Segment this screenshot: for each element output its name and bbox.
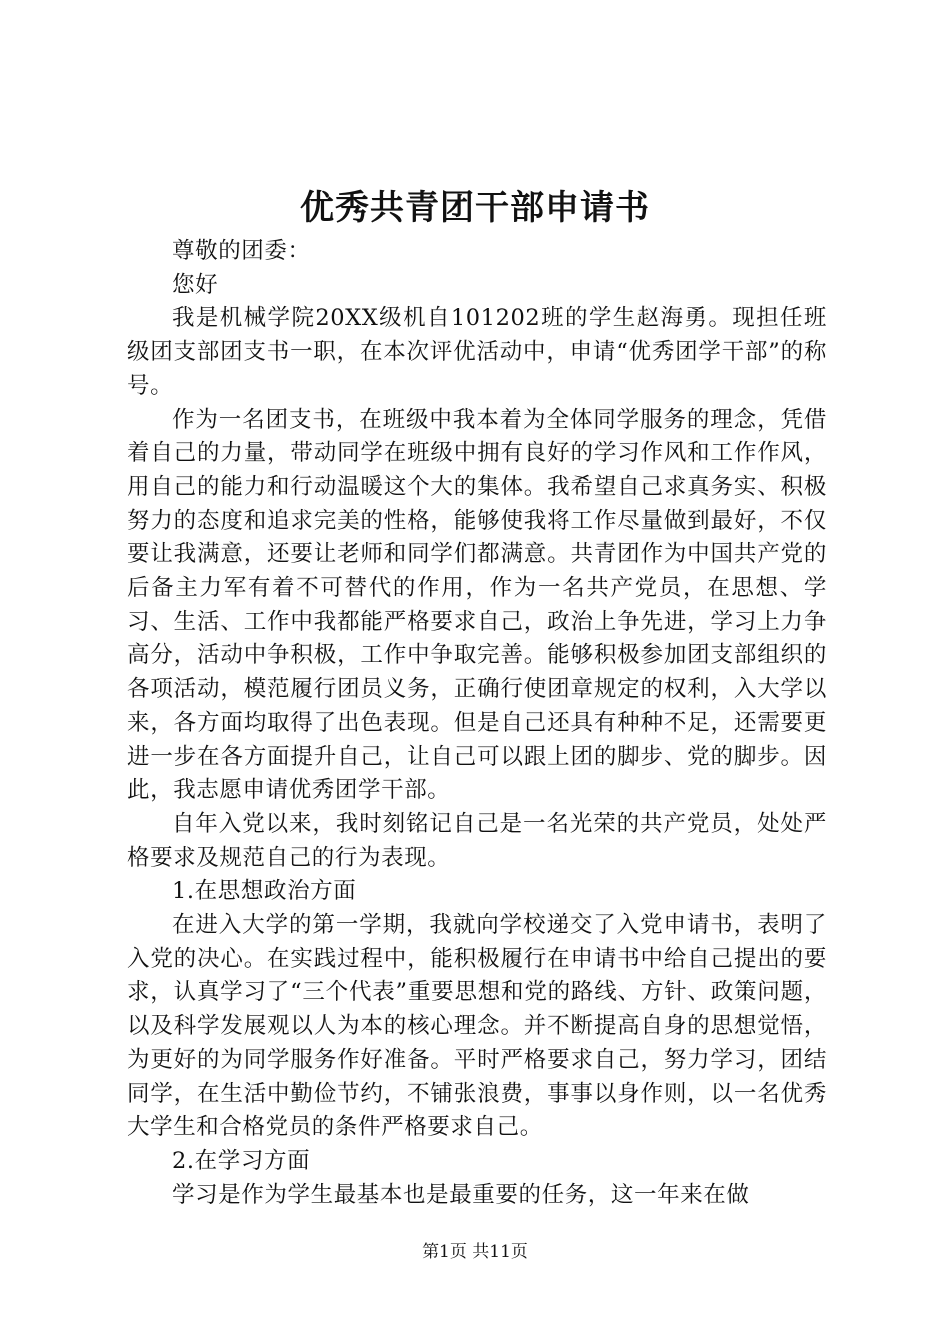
salutation: 尊敬的团委： bbox=[172, 238, 311, 264]
document-body bbox=[127, 235, 827, 1212]
paragraph-role: 作为一名团支书，在班级中我本着为全体同学服务的理念，凭借着自己的力量，带动同学在班级中拥有良好的学习作风和工作作风，用自己的能力和行动温暖这个大的集体。我希望自己求真务实、积极努力的态度和追求完美的性格，能够使我将工作尽量做到最好，不仅要让我满意，还要让老师和同学们都满意。共青团作为中国共产党的后备主力军有着不可替代的作用，作为一名共产党员，在思想、学习、生活、工作中我都能严格要求自己，政治上争先进，学习上力争高分，活动中争积极，工作中争取完善。能够积极参加团支部组织的各项活动，模范履行团员义务，正确行使团章规定的权利，入大学以来，各方面均取得了出色表现。但是自己还具有种种不足，还需要更进一步在各方面提升自己，让自己可以跟上团的脚步、党的脚步。因此，我志愿申请优秀团学干部。 bbox=[127, 406, 827, 804]
document-title: 优秀共青团干部申请书 bbox=[300, 188, 650, 228]
section-heading-politics: 1.在思想政治方面 bbox=[172, 878, 357, 905]
paragraph-politics: 在进入大学的第一学期，我就向学校递交了入党申请书，表明了入党的决心。在实践过程中，能积极履行在申请书中给自己提出的要求，认真学习了“三个代表”重要思想和党的路线、方针、政策问题，以及科学发展观以人为本的核心理念。并不断提高自身的思想觉悟，为更好的为同学服务作好准备。平时严格要求自己，努力学习，团结同学，在生活中勤俭节约，不铺张浪费，事事以身作则，以一名优秀大学生和合格党员的条件严格要求自己。 bbox=[127, 912, 827, 1141]
paragraph-party: 自年入党以来，我时刻铭记自己是一名光荣的共产党员，处处严格要求及规范自己的行为表现。 bbox=[127, 810, 827, 871]
paragraph-intro: 我是机械学院20XX级机自101202班的学生赵海勇。现担任班级团支部团支书一职，在本次评优活动中，申请“优秀团学干部”的称号。 bbox=[127, 305, 827, 399]
greeting: 您好 bbox=[172, 271, 219, 298]
section-heading-study: 2.在学习方面 bbox=[172, 1147, 311, 1174]
paragraph-study: 学习是作为学生最基本也是最重要的任务，这一年来在做 bbox=[172, 1181, 750, 1208]
page-footer: 第1页 共11页 bbox=[422, 1242, 528, 1262]
